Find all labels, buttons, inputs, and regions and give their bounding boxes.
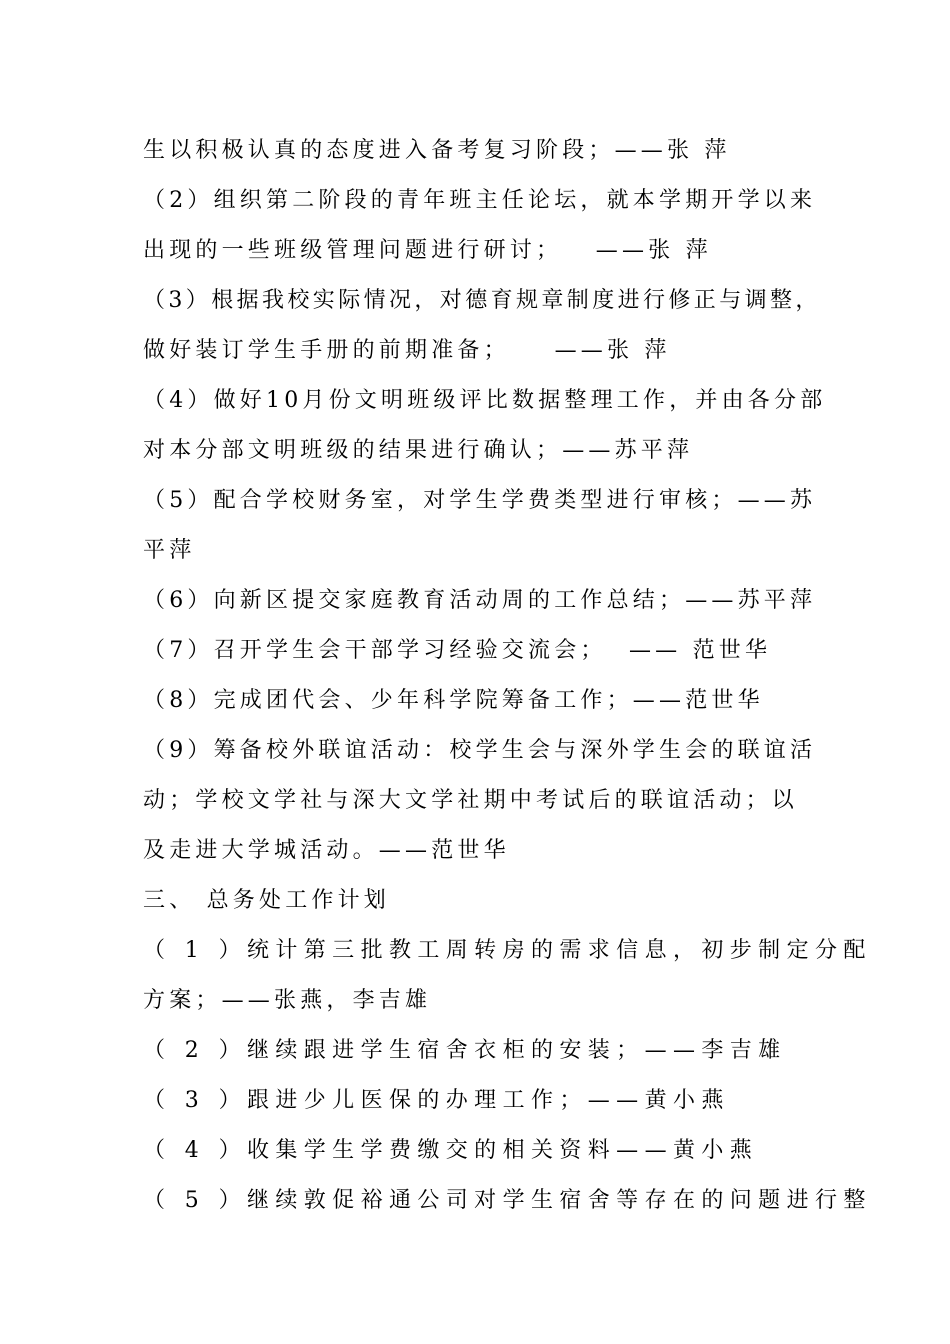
text-line: 出现的一些班级管理问题进行研讨； ——张 萍	[143, 238, 712, 263]
text-line: 及走进大学城活动。——范世华	[143, 838, 510, 863]
text-line: （ 2 ）继续跟进学生宿舍衣柜的安装；——李吉雄	[143, 1038, 787, 1063]
text-line: （7）召开学生会干部学习经验交流会； —— 范世华	[143, 638, 772, 663]
text-line: 动；学校文学社与深大文学社期中考试后的联谊活动；以	[143, 788, 799, 813]
text-line: （5）配合学校财务室，对学生学费类型进行审核；——苏	[143, 488, 817, 513]
text-line: （ 3 ）跟进少儿医保的办理工作；——黄小燕	[143, 1088, 730, 1113]
text-line: （3）根据我校实际情况，对德育规章制度进行修正与调整，	[143, 288, 821, 313]
text-line: （9）筹备校外联谊活动：校学生会与深外学生会的联谊活	[143, 738, 817, 763]
text-line: 做好装订学生手册的前期准备； ——张 萍	[143, 338, 671, 363]
text-line: （6）向新区提交家庭教育活动周的工作总结；——苏平萍	[143, 588, 817, 613]
section-heading: 三、 总务处工作计划	[143, 888, 390, 913]
text-line: 平萍	[143, 538, 196, 563]
text-line: （4）做好10月份文明班级评比数据整理工作，并由各分部	[143, 388, 827, 413]
text-line: （ 5 ）继续敦促裕通公司对学生宿舍等存在的问题进行整	[143, 1188, 872, 1213]
text-line: 生以积极认真的态度进入备考复习阶段；——张 萍	[143, 138, 731, 163]
text-line: 对本分部文明班级的结果进行确认；——苏平萍	[143, 438, 694, 463]
text-line: （ 4 ）收集学生学费缴交的相关资料——黄小燕	[143, 1138, 759, 1163]
text-line: （2）组织第二阶段的青年班主任论坛，就本学期开学以来	[143, 188, 817, 213]
text-line: （8）完成团代会、少年科学院筹备工作；——范世华	[143, 688, 764, 713]
text-line: （ 1 ）统计第三批教工周转房的需求信息，初步制定分配	[143, 938, 872, 963]
text-line: 方案；——张燕，李吉雄	[143, 988, 432, 1013]
